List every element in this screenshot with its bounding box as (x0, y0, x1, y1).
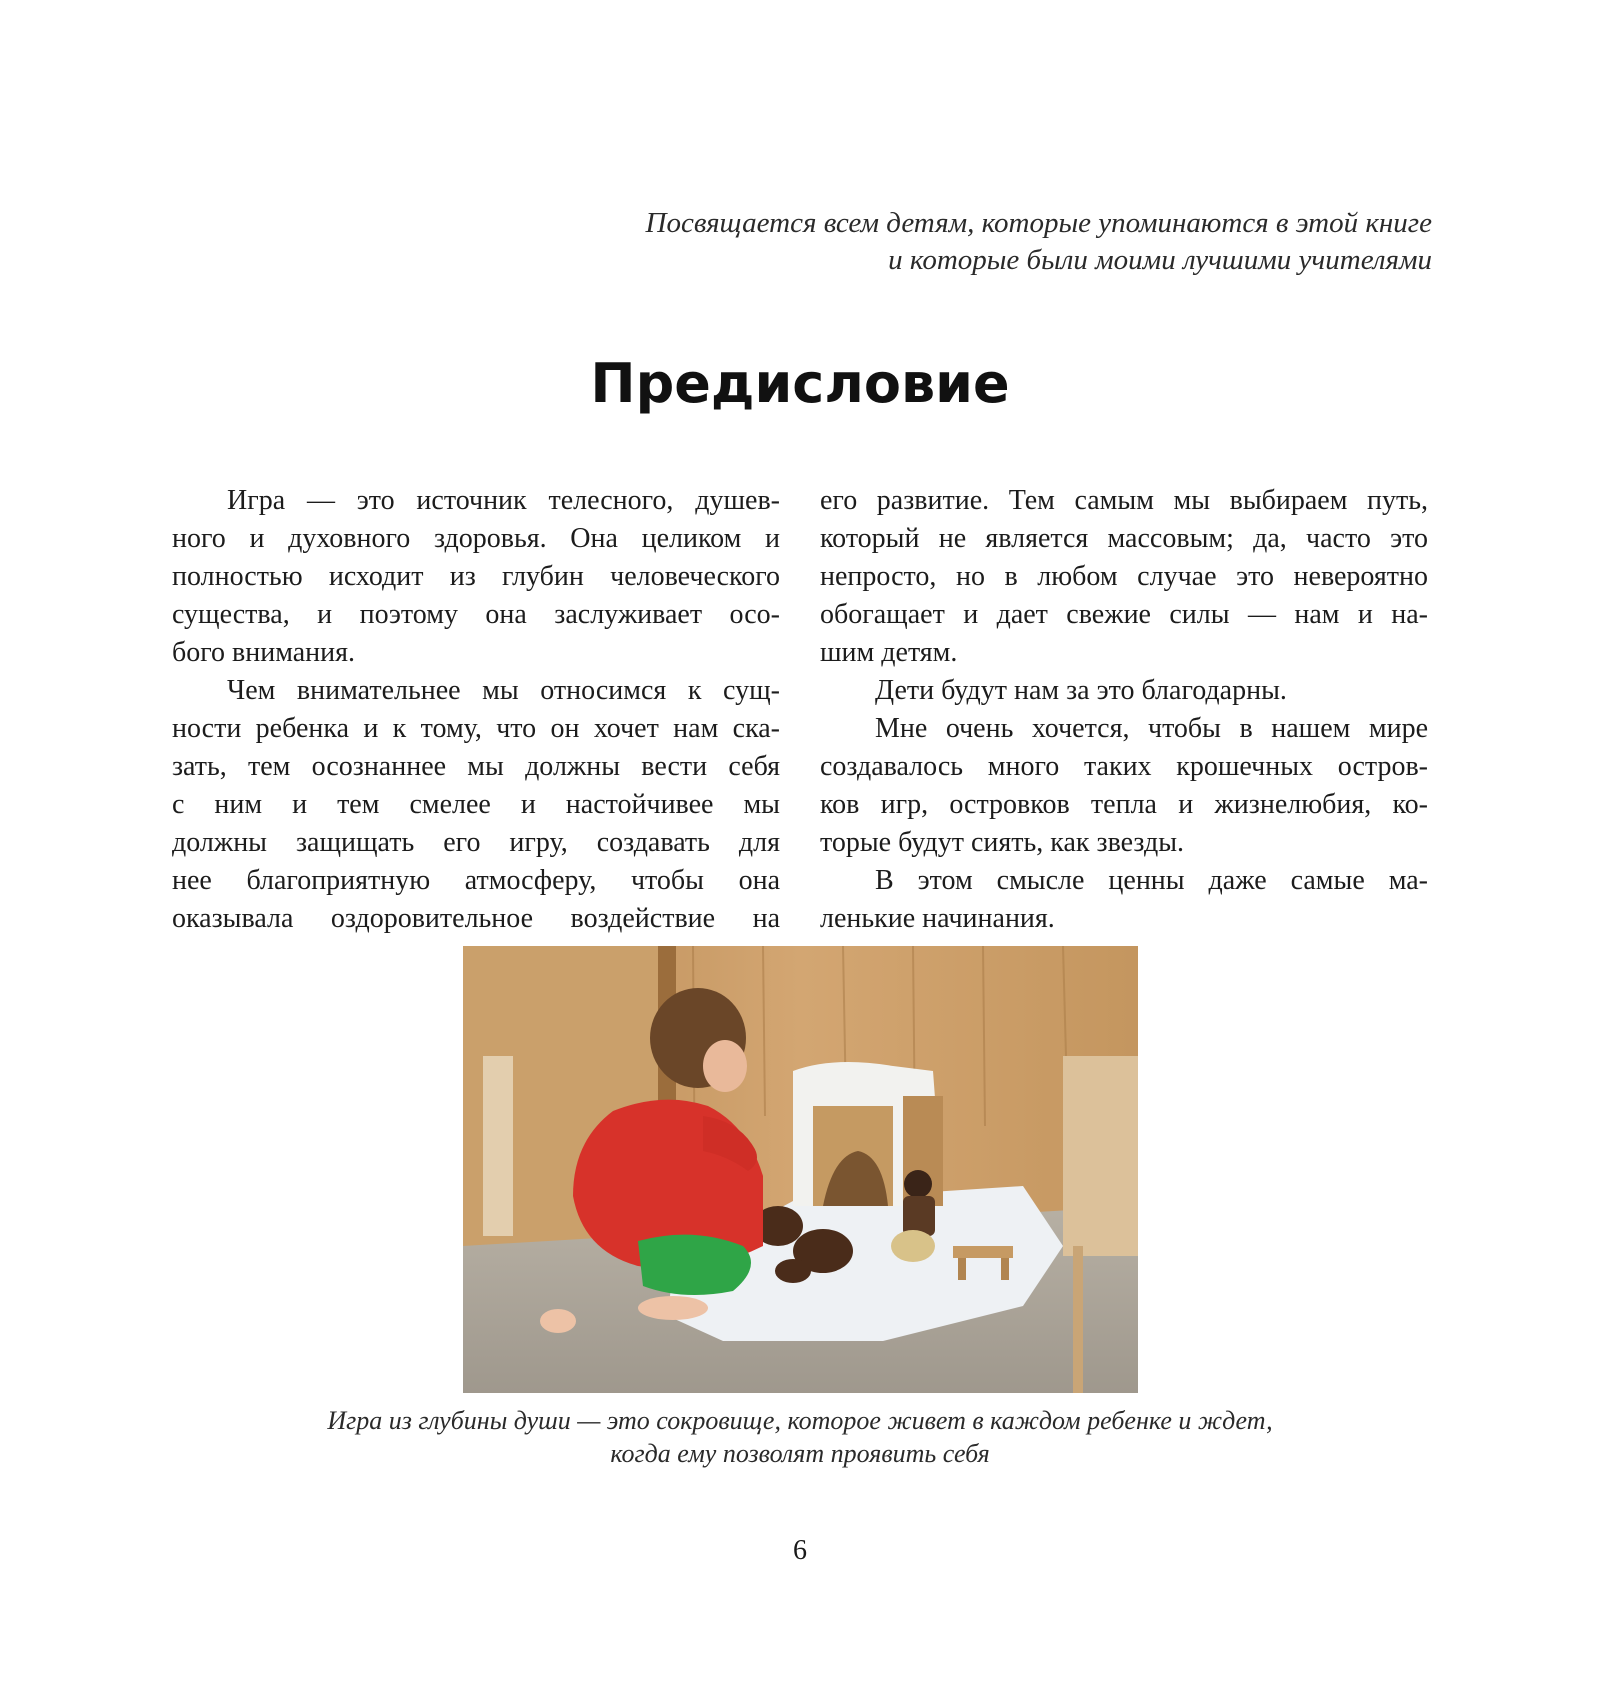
dedication-line-2: и которые были моими лучшими учителями (888, 244, 1432, 276)
photo-child-playing (463, 946, 1138, 1393)
text-line: с ним и тем смелее и настойчивее мы (172, 789, 780, 820)
caption-line-1: Игра из глубины души — это сокровище, которое живет в каждом ребенке и ждет, (327, 1406, 1273, 1435)
text-line: должны защищать его игру, создавать для (172, 827, 780, 858)
text-line: ленькие начинания. (820, 903, 1055, 934)
text-line: Чем внимательнее мы относимся к сущ- (227, 675, 780, 706)
text-line: Мне очень хочется, чтобы в нашем мире (875, 713, 1428, 744)
dedication-line-1: Посвящается всем детям, которые упоминаются в этой книге (645, 207, 1432, 239)
page-number: 6 (793, 1535, 807, 1566)
text-line: создавалось много таких крошечных остров- (820, 751, 1428, 782)
text-line: торые будут сиять, как звезды. (820, 827, 1185, 858)
text-line: ности ребенка и к тому, что он хочет нам ска- (172, 713, 780, 744)
text-line: оказывала оздоровительное воздействие на (172, 903, 780, 934)
text-line: бого внимания. (172, 637, 356, 668)
text-line: непросто, но в любом случае это невероятно (820, 561, 1428, 592)
photo-caption (0, 1404, 1600, 1470)
dedication (332, 205, 1432, 279)
page-title: Предисловие (590, 352, 1010, 415)
text-line: В этом смысле ценны даже самые ма- (875, 865, 1428, 896)
text-line: обогащает и дает свежие силы — нам и на- (820, 599, 1428, 630)
body-text (172, 482, 1428, 932)
text-line: Дети будут нам за это благодарны. (875, 675, 1287, 706)
text-line: полностью исходит из глубин человеческого (172, 561, 780, 592)
caption-line-2: когда ему позволят проявить себя (610, 1439, 990, 1468)
left-column (172, 482, 780, 938)
text-line: существа, и поэтому она заслуживает осо- (172, 599, 780, 630)
text-line: нее благоприятную атмосферу, чтобы она (172, 865, 780, 896)
text-line: Игра — это источник телесного, душев- (227, 485, 780, 516)
text-line: который не является массовым; да, часто это (820, 523, 1428, 554)
text-line: его развитие. Тем самым мы выбираем путь, (820, 485, 1428, 516)
text-line: ного и духовного здоровья. Она целиком и (172, 523, 780, 554)
text-line: ков игр, островков тепла и жизнелюбия, ко- (820, 789, 1428, 820)
right-column (820, 482, 1428, 938)
text-line: шим детям. (820, 637, 958, 668)
text-line: зать, тем осознаннее мы должны вести себя (172, 751, 780, 782)
